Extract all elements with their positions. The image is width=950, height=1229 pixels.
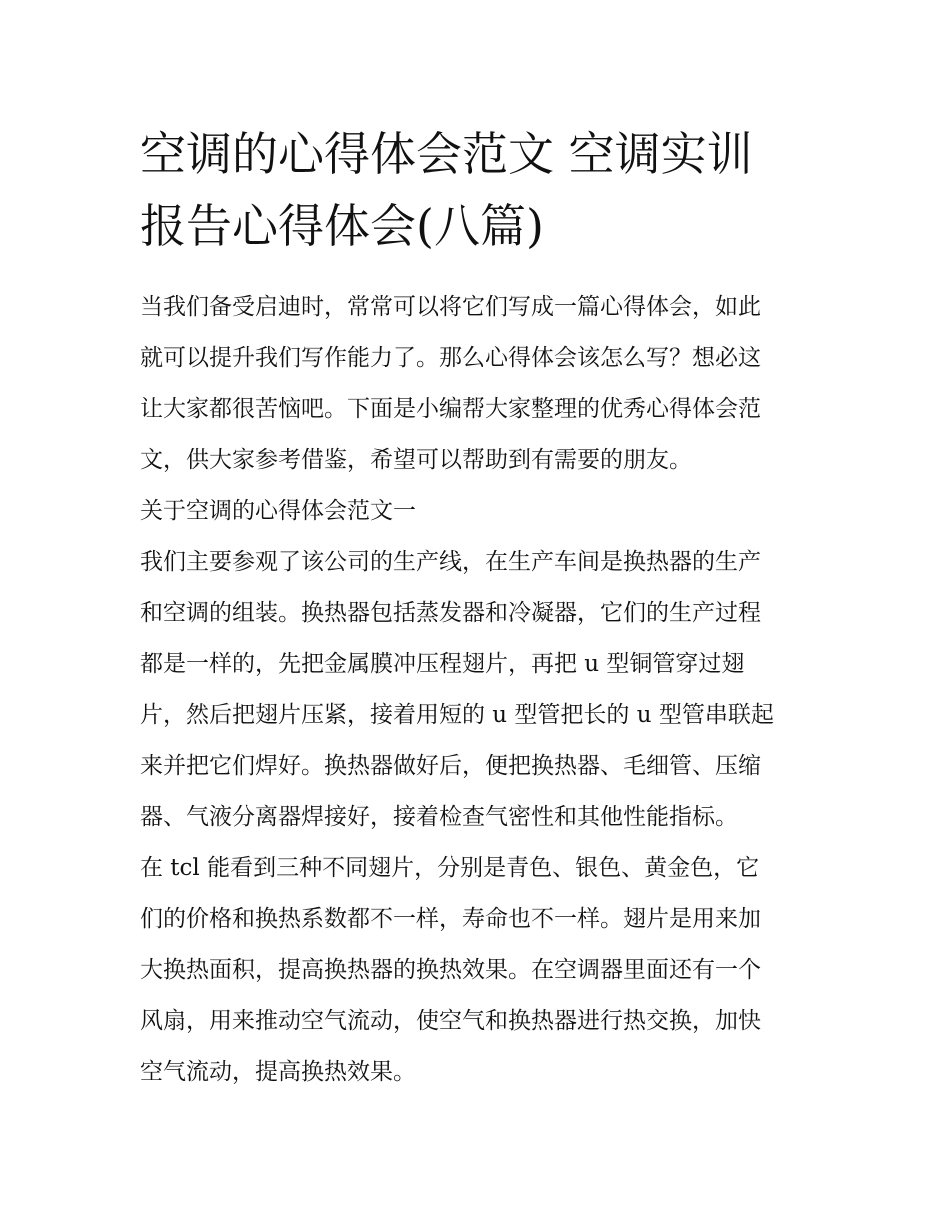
document-page [140,118,812,1098]
text-line: 当我们备受启迪时，常常可以将它们写成一篇心得体会，如此 [140,294,761,320]
section-heading [140,486,812,537]
title-line: 空调的心得体会范文 空调实训 [140,127,753,181]
intro-paragraph [140,282,812,486]
text-line: 文，供大家参考借鉴，希望可以帮助到有需要的朋友。 [140,447,692,473]
text-line: 器、气液分离器焊接好，接着检查气密性和其他性能指标。 [140,804,738,830]
document-title [140,118,812,262]
text-line: 我们主要参观了该公司的生产线，在生产车间是换热器的生产 [140,549,761,575]
paragraph-2 [140,843,812,1098]
text-line: 片，然后把翅片压紧，接着用短的 u 型管把长的 u 型管串联起 [140,702,774,728]
paragraph-1 [140,537,812,843]
text-line: 们的价格和换热系数都不一样，寿命也不一样。翅片是用来加 [140,906,761,932]
text-line: 就可以提升我们写作能力了。那么心得体会该怎么写？想必这 [140,345,761,371]
text-line: 让大家都很苦恼吧。下面是小编帮大家整理的优秀心得体会范 [140,396,761,422]
text-line: 大换热面积，提高换热器的换热效果。在空调器里面还有一个 [140,957,761,983]
text-line: 关于空调的心得体会范文一 [140,498,416,524]
text-line: 和空调的组装。换热器包括蒸发器和冷凝器，它们的生产过程 [140,600,761,626]
title-line: 报告心得体会(八篇) [140,199,544,253]
text-line: 来并把它们焊好。换热器做好后，便把换热器、毛细管、压缩 [140,753,761,779]
text-line: 风扇，用来推动空气流动，使空气和换热器进行热交换，加快 [140,1008,761,1034]
text-line: 空气流动，提高换热效果。 [140,1059,416,1085]
document-body [140,282,812,1098]
text-line: 都是一样的，先把金属膜冲压程翅片，再把 u 型铜管穿过翅 [140,651,745,677]
text-line: 在 tcl 能看到三种不同翅片，分别是青色、银色、黄金色，它 [140,855,760,881]
